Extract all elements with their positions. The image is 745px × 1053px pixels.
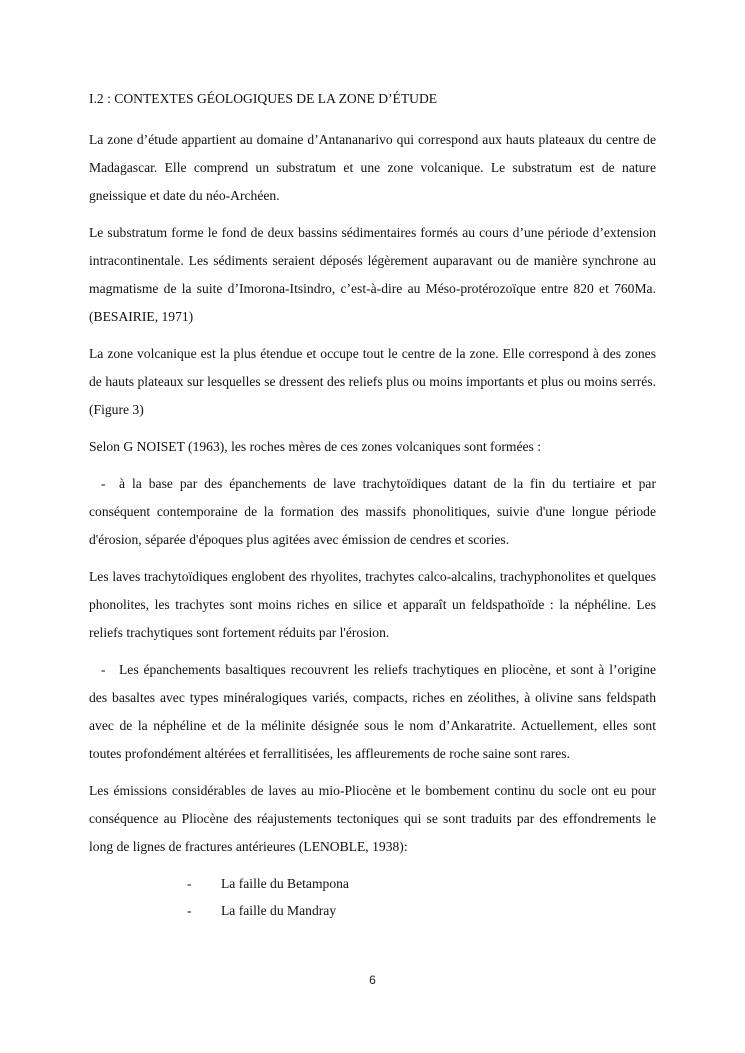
list-item [89, 897, 656, 924]
paragraph-tectonic-adjustments: Les émissions considérables de laves au mio-Pliocène et le bombement continu du socle ont eu pour conséquence au Pliocène des réajustements tectoniques qui se sont traduits par des effondrements le long de lignes de fractures antérieures (LENOBLE, 1938): [89, 783, 656, 854]
list-dash: - [187, 876, 192, 891]
document-page [89, 88, 656, 924]
list-item [89, 870, 656, 897]
bullet-dash: - [101, 476, 106, 491]
bullet-text: à la base par des épanchements de lave trachytoïdiques datant de la fin du tertiaire et par conséquent contemporaine de la formation des massifs phonolitiques, suivie d'une longue période d'érosion, séparée d'époques plus agitées avec émission de cendres et scories. [89, 476, 656, 547]
list-item-text: La faille du Betampona [221, 876, 349, 891]
paragraph-antananarivo-domain: La zone d’étude appartient au domaine d’Antananarivo qui correspond aux hauts plateaux du centre de Madagascar. Elle comprend un substratum et une zone volcanique. Le substratum est de nature gneissique et date du néo-Archéen. [89, 132, 656, 203]
paragraph-trachytoid-laves: Les laves trachytoïdiques englobent des rhyolites, trachytes calco-alcalins, trachyphonolites et quelques phonolites, les trachytes sont moins riches en silice et apparaît un feldspathoïde : la néphéline. Les reliefs trachytiques sont fortement réduits par l'érosion. [89, 569, 656, 640]
bullet-trachytoid-lava [89, 470, 656, 554]
page-number: 6 [369, 973, 376, 987]
list-item-text: La faille du Mandray [221, 903, 337, 918]
paragraph-substratum: Le substratum forme le fond de deux bassins sédimentaires formés au cours d’une période d’extension intracontinentale. Les sédiments seraient déposés légèrement auparavant ou de manière synchrone au magmatisme de la suite d’Imorona-Itsindro, c’est-à-dire au Méso-protérozoïque entre 820 et 760Ma. (BESAIRIE, 1971) [89, 225, 656, 324]
paragraph-noiset-intro: Selon G NOISET (1963), les roches mères de ces zones volcaniques sont formées : [89, 439, 542, 454]
list-dash: - [187, 903, 192, 918]
fault-list [89, 870, 656, 924]
bullet-dash: - [101, 662, 106, 677]
section-heading: I.2 : CONTEXTES GÉOLOGIQUES DE LA ZONE D’ÉTUDE [89, 91, 438, 106]
paragraph-volcanic-zone: La zone volcanique est la plus étendue et occupe tout le centre de la zone. Elle correspond à des zones de hauts plateaux sur lesquelles se dressent des reliefs plus ou moins importants et plus ou moins serrés. (Figure 3) [89, 346, 656, 417]
bullet-basaltic-flows [89, 656, 656, 768]
bullet-text: Les épanchements basaltiques recouvrent les reliefs trachytiques en pliocène, et sont à l’origine des basaltes avec types minéralogiques variés, compacts, riches en zéolithes, à olivine sans feldspath avec de la néphéline et de la mélinite désignée sous le nom d’Ankaratrite. Actuellement, elles sont toutes profondément altérées et ferrallitisées, les affleurements de roche saine sont rares. [89, 662, 656, 761]
